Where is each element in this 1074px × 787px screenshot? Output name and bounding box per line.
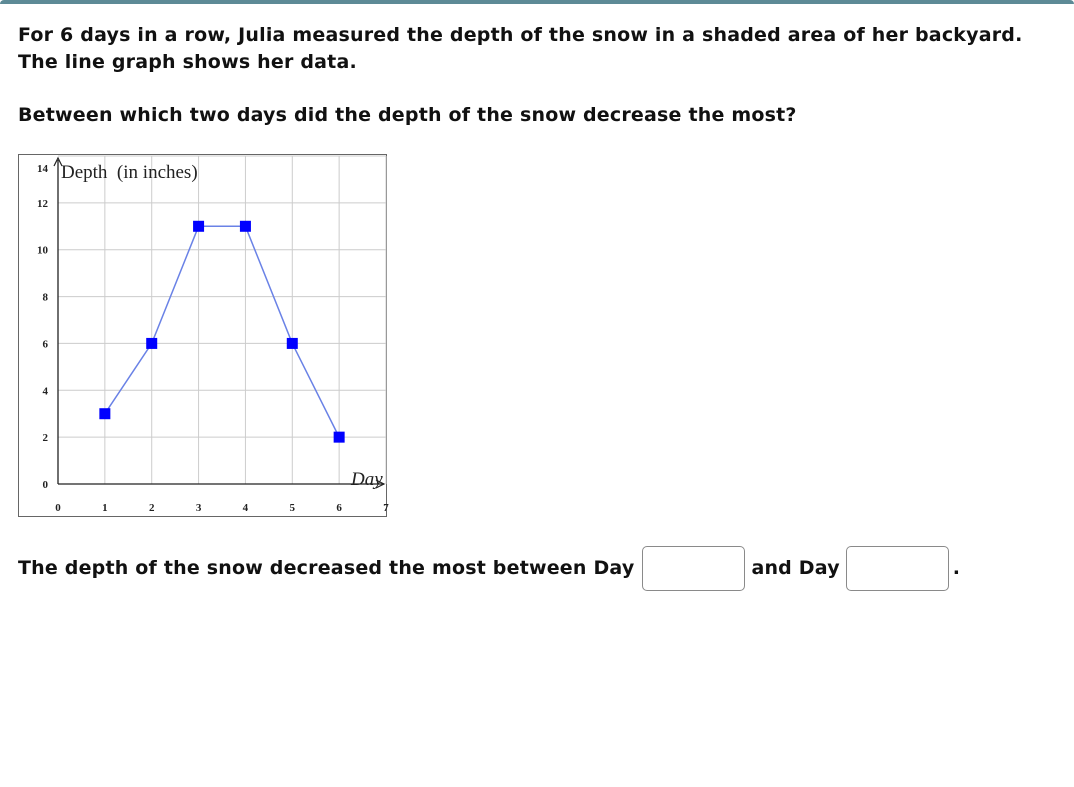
x-tick-label: 0 bbox=[55, 502, 61, 514]
y-tick-label: 10 bbox=[37, 244, 48, 257]
y-tick-label: 4 bbox=[42, 385, 48, 398]
data-point bbox=[334, 432, 345, 443]
x-tick-label: 2 bbox=[148, 502, 155, 514]
day-2-answer-input[interactable] bbox=[846, 546, 949, 591]
day-1-answer-input[interactable] bbox=[642, 546, 745, 591]
x-tick-label: 1 bbox=[102, 502, 108, 514]
data-point bbox=[146, 338, 157, 349]
y-tick-label: 12 bbox=[37, 197, 48, 210]
data-point bbox=[240, 221, 251, 232]
answer-between-text: and Day bbox=[751, 557, 840, 579]
x-tick-label: 4 bbox=[242, 502, 249, 514]
y-tick-label: 14 bbox=[37, 163, 48, 175]
x-tick-label: 5 bbox=[289, 502, 296, 514]
answer-lead-text: The depth of the snow decreased the most between Day bbox=[18, 557, 635, 579]
x-tick-label: 3 bbox=[195, 502, 202, 514]
y-tick-label: 2 bbox=[42, 432, 48, 445]
data-point bbox=[287, 338, 298, 349]
x-axis-label: Day bbox=[351, 469, 383, 490]
line-graph bbox=[18, 154, 387, 517]
y-tick-label: 0 bbox=[42, 479, 48, 491]
data-point bbox=[99, 408, 110, 419]
problem-prompt bbox=[18, 22, 1058, 76]
prompt-line-1: For 6 days in a row, Julia measured the depth of the snow in a shaded area of her backyard. bbox=[18, 24, 1023, 46]
question-text: Between which two days did the depth of the snow decrease the most? bbox=[18, 104, 797, 126]
x-tick-label: 6 bbox=[336, 502, 342, 514]
y-tick-label: 6 bbox=[42, 338, 48, 351]
y-tick-label: 8 bbox=[42, 291, 48, 304]
data-point bbox=[193, 221, 204, 232]
answer-sentence bbox=[18, 543, 960, 593]
graph-frame bbox=[19, 155, 387, 517]
prompt-line-2: The line graph shows her data. bbox=[18, 51, 357, 73]
x-tick-label: 7 bbox=[383, 502, 389, 514]
window-top-bar bbox=[0, 0, 1074, 4]
chart-svg bbox=[18, 154, 387, 517]
answer-end-text: . bbox=[952, 557, 961, 579]
y-axis-label: Depth (in inches) bbox=[61, 162, 198, 183]
